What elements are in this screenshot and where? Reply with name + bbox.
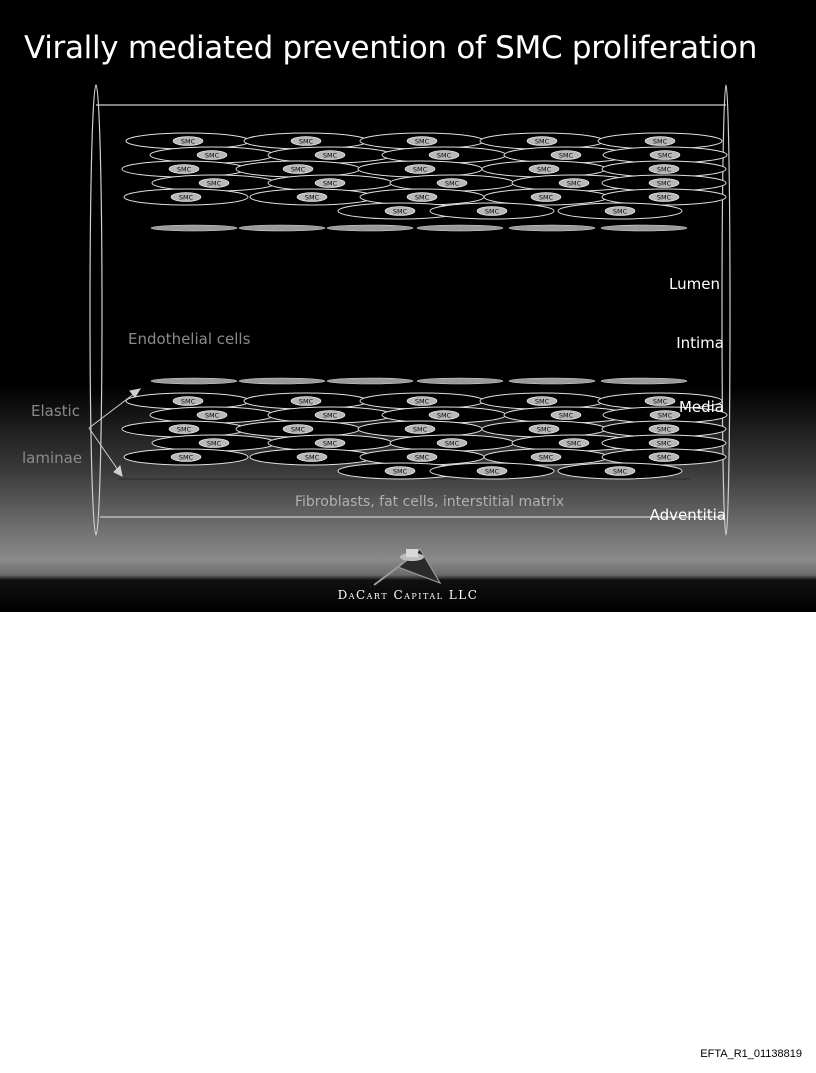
smc-label: SMC	[412, 425, 428, 434]
label-lumen: Lumen	[669, 275, 720, 293]
smc-label: SMC	[322, 151, 338, 160]
smc-cell	[122, 161, 246, 177]
smc-label: SMC	[204, 411, 220, 420]
smc-label: SMC	[180, 397, 196, 406]
label-intima: Intima	[676, 334, 724, 352]
smc-cell	[268, 175, 392, 191]
smc-cell	[150, 407, 274, 423]
endothelial-cell	[151, 225, 237, 231]
smc-label: SMC	[566, 179, 582, 188]
smc-label: SMC	[176, 165, 192, 174]
smc-cell	[558, 203, 682, 219]
label-fibroblasts: Fibroblasts, fat cells, interstitial matrix	[295, 494, 565, 510]
smc-label: SMC	[392, 207, 408, 216]
endothelial-cell	[151, 378, 237, 384]
endothelial-cell	[509, 225, 595, 231]
smc-cell	[152, 435, 276, 451]
endothelial-cell	[327, 378, 413, 384]
smc-cell	[430, 203, 554, 219]
smc-cell	[268, 147, 392, 163]
smc-cell	[484, 449, 608, 465]
endothelial-cell	[417, 378, 503, 384]
smc-cell	[558, 463, 682, 479]
endothelial-cell	[417, 225, 503, 231]
smc-cell	[150, 147, 274, 163]
smc-label: SMC	[392, 467, 408, 476]
label-media: Media	[678, 398, 724, 416]
smc-cell	[360, 189, 484, 205]
smc-label: SMC	[206, 439, 222, 448]
smc-label: SMC	[298, 397, 314, 406]
brand-footer	[0, 540, 816, 612]
smc-label: SMC	[538, 453, 554, 462]
endothelial-cell	[509, 378, 595, 384]
endothelial-cell	[327, 225, 413, 231]
smc-cell	[482, 161, 606, 177]
label-adventitia: Adventitia	[649, 506, 726, 524]
smc-label: SMC	[414, 397, 430, 406]
smc-label: SMC	[436, 151, 452, 160]
smc-label: SMC	[656, 179, 672, 188]
smc-cell	[268, 435, 392, 451]
smc-label: SMC	[558, 151, 574, 160]
smc-cell	[250, 449, 374, 465]
smc-cell	[250, 189, 374, 205]
smc-label: SMC	[176, 425, 192, 434]
smc-label: SMC	[484, 467, 500, 476]
smc-cell	[152, 175, 276, 191]
smc-label: SMC	[444, 179, 460, 188]
smc-cell	[268, 407, 392, 423]
smc-cell	[358, 161, 482, 177]
smc-cell	[480, 393, 604, 409]
smc-label: SMC	[444, 439, 460, 448]
smc-label: SMC	[656, 193, 672, 202]
smc-label: SMC	[566, 439, 582, 448]
smc-label: SMC	[612, 467, 628, 476]
label-endothelial-cells: Endothelial cells	[128, 330, 251, 348]
smc-label: SMC	[290, 165, 306, 174]
smc-label: SMC	[178, 193, 194, 202]
smc-cell	[360, 449, 484, 465]
smc-label: SMC	[534, 137, 550, 146]
smc-label: SMC	[178, 453, 194, 462]
smc-label: SMC	[298, 137, 314, 146]
smc-label: SMC	[656, 439, 672, 448]
smc-label: SMC	[414, 453, 430, 462]
smc-cell	[480, 133, 604, 149]
smc-label: SMC	[304, 193, 320, 202]
smc-cell	[236, 161, 360, 177]
smc-cell	[126, 393, 250, 409]
smc-label: SMC	[322, 439, 338, 448]
dacart-logo-icon	[360, 543, 456, 587]
smc-cell	[122, 421, 246, 437]
smc-label: SMC	[180, 137, 196, 146]
smc-label: SMC	[322, 179, 338, 188]
smc-cell	[430, 463, 554, 479]
document-id: EFTA_R1_01138819	[700, 1048, 802, 1060]
smc-cell	[382, 147, 506, 163]
smc-label: SMC	[612, 207, 628, 216]
smc-label: SMC	[536, 165, 552, 174]
smc-label: SMC	[204, 151, 220, 160]
smc-cell	[360, 393, 484, 409]
smc-label: SMC	[656, 453, 672, 462]
smc-label: SMC	[652, 397, 668, 406]
smc-label: SMC	[414, 193, 430, 202]
smc-label: SMC	[656, 165, 672, 174]
smc-label: SMC	[656, 425, 672, 434]
smc-cell	[244, 393, 368, 409]
smc-cell	[484, 189, 608, 205]
smc-label: SMC	[558, 411, 574, 420]
smc-cell	[358, 421, 482, 437]
smc-label: SMC	[412, 165, 428, 174]
smc-label: SMC	[538, 193, 554, 202]
smc-label: SMC	[290, 425, 306, 434]
lower-smc-layer	[122, 393, 727, 479]
smc-label: SMC	[304, 453, 320, 462]
label-elastic: Elastic	[31, 402, 80, 420]
smc-cell	[482, 421, 606, 437]
smc-cell	[236, 421, 360, 437]
smc-cell	[360, 133, 484, 149]
smc-label: SMC	[484, 207, 500, 216]
endothelial-cell	[239, 225, 325, 231]
smc-label: SMC	[436, 411, 452, 420]
smc-cell	[390, 175, 514, 191]
smc-label: SMC	[414, 137, 430, 146]
endothelial-cell	[601, 378, 687, 384]
smc-label: SMC	[322, 411, 338, 420]
smc-cell	[382, 407, 506, 423]
smc-label: SMC	[534, 397, 550, 406]
smc-label: SMC	[652, 137, 668, 146]
smc-cell	[244, 133, 368, 149]
smc-cell	[124, 449, 248, 465]
smc-label: SMC	[657, 151, 673, 160]
smc-cell	[126, 133, 250, 149]
upper-endothelial-layer	[151, 225, 687, 231]
smc-cell	[124, 189, 248, 205]
endothelial-cell	[601, 225, 687, 231]
upper-smc-layer	[122, 133, 727, 219]
arrow-head-lower	[114, 466, 122, 476]
endothelial-cell	[239, 378, 325, 384]
vessel-left-end	[90, 85, 102, 535]
brand-name: DaCart Capital LLC	[337, 588, 479, 602]
smc-label: SMC	[536, 425, 552, 434]
lower-endothelial-layer	[151, 378, 687, 384]
smc-label: SMC	[657, 411, 673, 420]
label-laminae: laminae	[22, 449, 83, 467]
smc-label: SMC	[206, 179, 222, 188]
slide-title: Virally mediated prevention of SMC proliferation	[24, 30, 758, 66]
smc-cell	[390, 435, 514, 451]
